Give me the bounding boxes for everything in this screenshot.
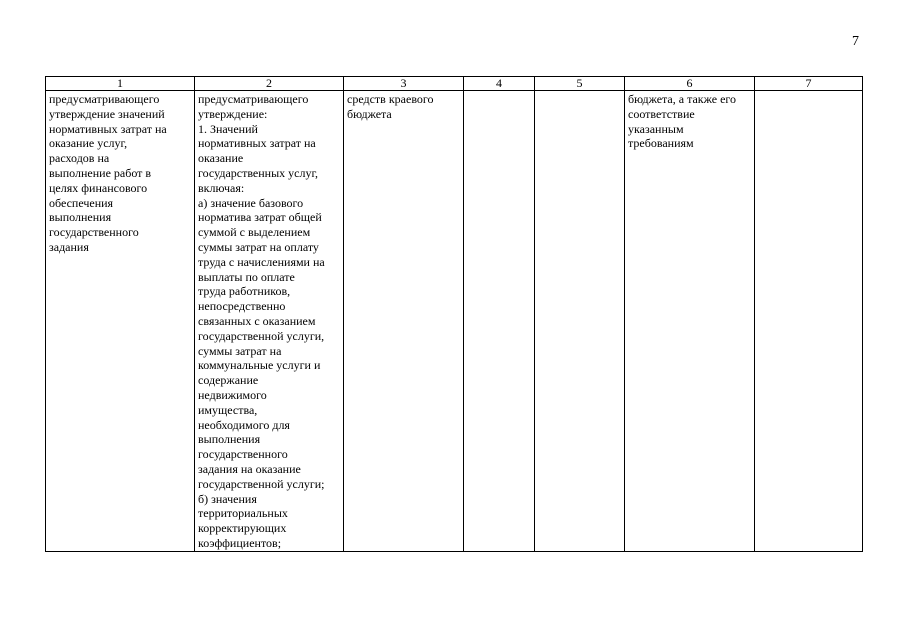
cell-line: выполнения [198, 432, 261, 447]
cell-line: бюджета [347, 106, 392, 121]
cell-line: непосредственно [198, 299, 286, 314]
cell-line: связанных с оказанием [198, 313, 316, 328]
cell-line: суммой с выделением [198, 225, 311, 240]
table-cell-col2 [195, 91, 344, 552]
cell-line: средств краевого [347, 92, 434, 106]
cell-line: задания на оказание [198, 461, 301, 476]
table-row [46, 91, 863, 552]
cell-line: предусматривающего [198, 92, 309, 106]
column-header-7: 7 [755, 77, 863, 91]
column-header-2: 2 [195, 77, 344, 91]
cell-line: необходимого для [198, 417, 290, 432]
table-cell-col4 [464, 91, 535, 552]
cell-line: государственных услуг, [198, 165, 319, 180]
table-cell-col6 [625, 91, 755, 552]
table-cell-col7 [755, 91, 863, 552]
cell-line: расходов на [49, 151, 110, 166]
cell-line: выполнение работ в [49, 165, 152, 180]
cell-line: норматива затрат общей [198, 210, 322, 225]
cell-line: суммы затрат на [198, 343, 282, 358]
cell-line: предусматривающего [49, 92, 160, 106]
column-header-6: 6 [625, 77, 755, 91]
cell-line: имущества, [198, 402, 258, 417]
page-number: 7 [852, 34, 859, 49]
cell-line: труда с начислениями на [198, 254, 325, 269]
cell-line: труда работников, [198, 284, 291, 299]
cell-line: оказание услуг, [49, 136, 128, 151]
cell-line: оказание [198, 151, 244, 166]
cell-line: содержание [198, 373, 259, 388]
cell-line: требованиям [628, 136, 694, 151]
cell-line: корректирующих [198, 521, 287, 536]
cell-line: 1. Значений [198, 121, 258, 136]
cell-line: б) значения [198, 491, 257, 506]
column-header-3: 3 [344, 77, 464, 91]
column-header-1: 1 [46, 77, 195, 91]
cell-line: а) значение базового [198, 195, 304, 210]
cell-line: утверждение: [198, 106, 268, 121]
column-header-4: 4 [464, 77, 535, 91]
cell-line: суммы затрат на оплату [198, 239, 319, 254]
cell-line: выполнения [49, 210, 112, 225]
cell-line: бюджета, а также его [628, 92, 737, 106]
cell-line: утверждение значений [49, 106, 165, 121]
cell-line: коэффициентов; [198, 535, 282, 550]
cell-line: нормативных затрат на [49, 121, 167, 136]
cell-line: территориальных [198, 506, 288, 521]
table-cell-col1 [46, 91, 195, 552]
cell-line: государственной услуги, [198, 328, 325, 343]
cell-line: государственного [49, 225, 139, 240]
column-header-5: 5 [535, 77, 625, 91]
cell-text-col2 [198, 92, 340, 551]
cell-text-col3 [347, 92, 460, 122]
cell-line: обеспечения [49, 195, 114, 210]
requirements-table [45, 76, 863, 552]
cell-line: выплаты по оплате [198, 269, 295, 284]
cell-line: указанным [628, 121, 684, 136]
cell-line: целях финансового [49, 180, 148, 195]
table-header-row [46, 77, 863, 91]
table-cell-col3 [344, 91, 464, 552]
cell-line: недвижимого [198, 387, 267, 402]
cell-line: соответствие [628, 106, 695, 121]
cell-line: государственного [198, 447, 288, 462]
cell-line: нормативных затрат на [198, 136, 316, 151]
cell-text-col6 [628, 92, 751, 151]
table-cell-col5 [535, 91, 625, 552]
cell-line: включая: [198, 180, 245, 195]
cell-line: коммунальные услуги и [198, 358, 321, 373]
cell-text-col1 [49, 92, 191, 255]
cell-line: государственной услуги; [198, 476, 325, 491]
cell-line: задания [49, 239, 89, 254]
